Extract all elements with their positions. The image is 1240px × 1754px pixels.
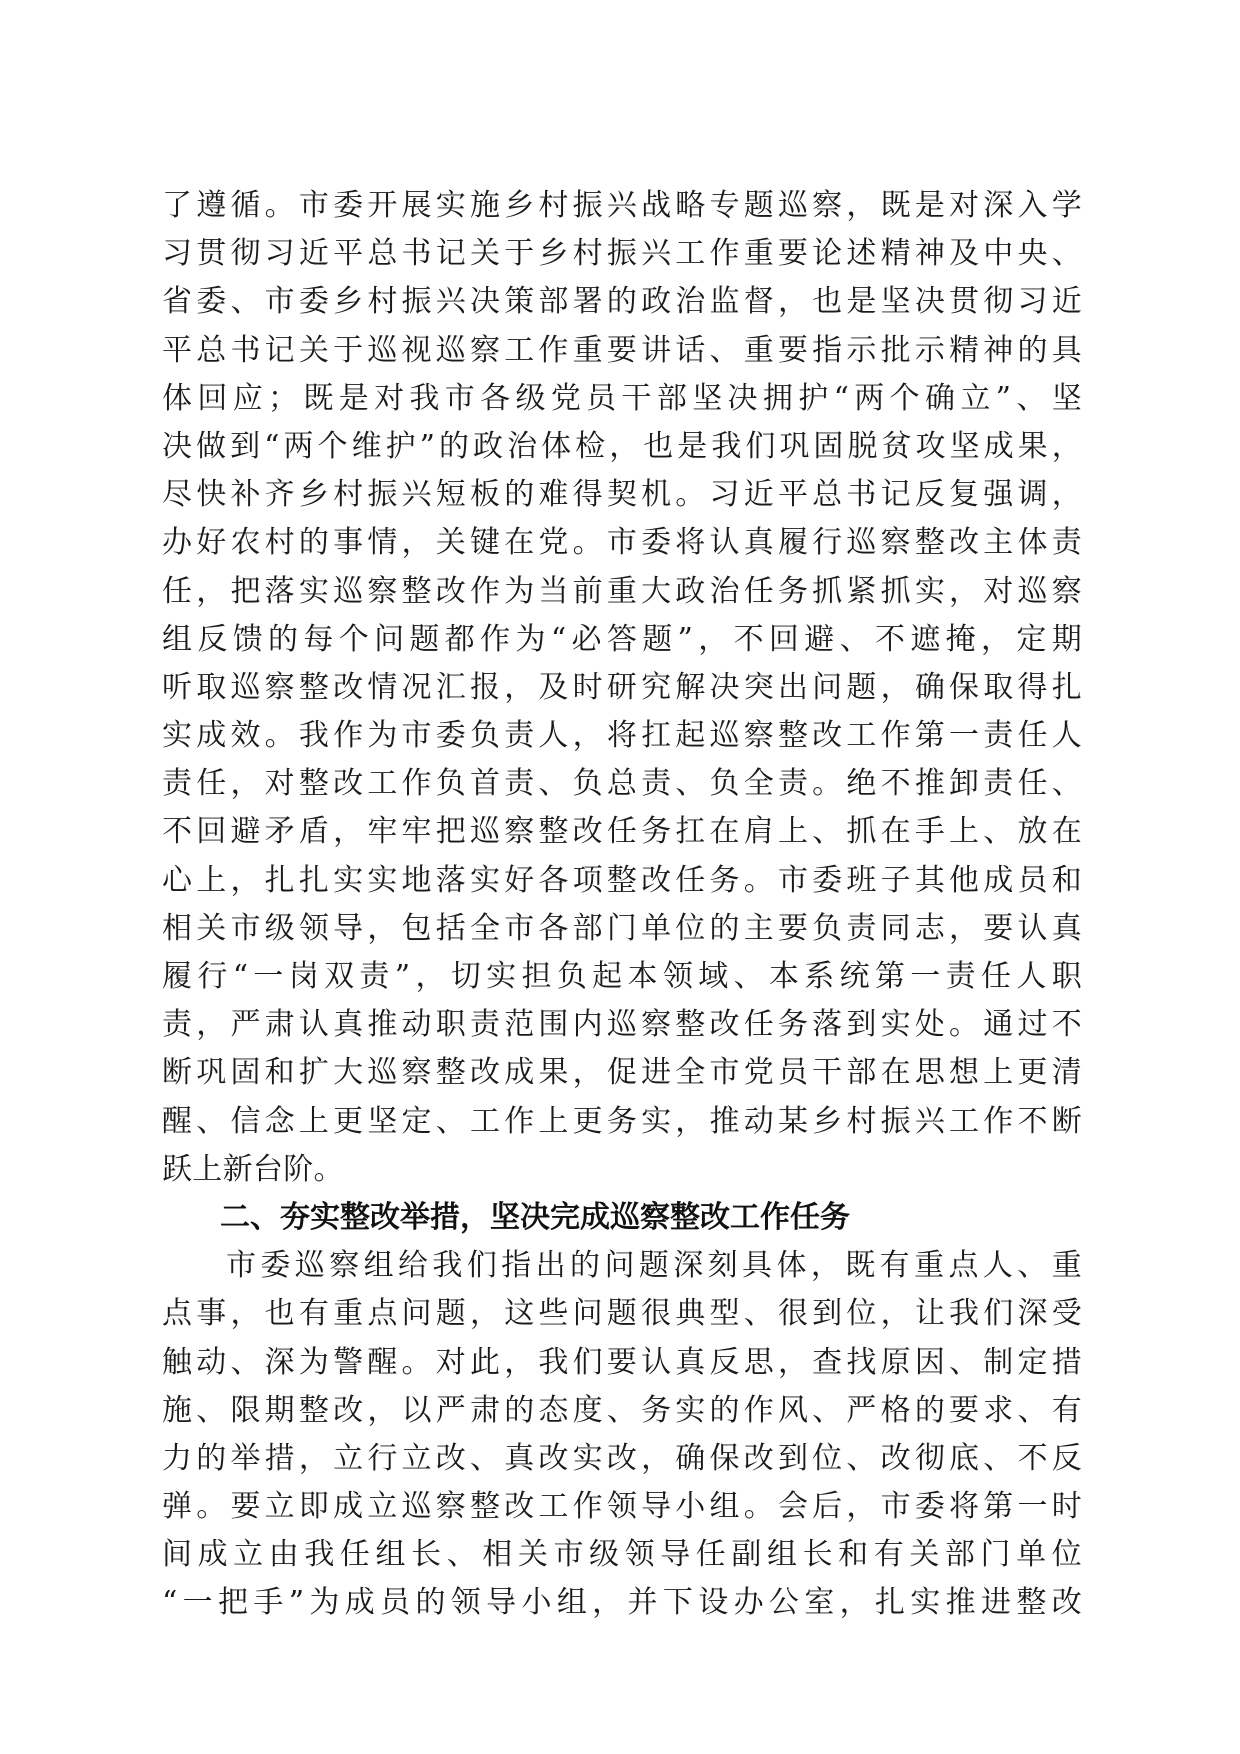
paragraph-1 (162, 182, 1082, 1194)
text-line: 听取巡察整改情况汇报，及时研究解决突出问题，确保取得扎 (162, 669, 1082, 705)
paragraph-2 (162, 1242, 1082, 1628)
text-line: 市委巡察组给我们指出的问题深刻具体，既有重点人、重 (226, 1248, 1082, 1284)
section-heading: 二、夯实整改举措，坚决完成巡察整改工作任务 (220, 1199, 850, 1235)
text-line: 了遵循。市委开展实施乡村振兴战略专题巡察，既是对深入学 (162, 188, 1082, 223)
text-line: 责任，对整改工作负首责、负总责、负全责。绝不推卸责任、 (162, 766, 1082, 802)
text-line: “一把手”为成员的领导小组，并下设办公室，扎实推进整改 (162, 1585, 1082, 1621)
text-line: 实成效。我作为市委负责人，将扛起巡察整改工作第一责任人 (162, 718, 1082, 754)
text-line: 不回避矛盾，牢牢把巡察整改任务扛在肩上、抓在手上、放在 (162, 814, 1082, 850)
text-line: 平总书记关于巡视巡察工作重要讲话、重要指示批示精神的具 (162, 332, 1082, 368)
text-line: 弹。要立即成立巡察整改工作领导小组。会后，市委将第一时 (162, 1489, 1082, 1525)
text-line: 心上，扎扎实实地落实好各项整改任务。市委班子其他成员和 (162, 862, 1082, 898)
text-line: 任，把落实巡察整改作为当前重大政治任务抓紧抓实，对巡察 (162, 573, 1082, 609)
text-line: 尽快补齐乡村振兴短板的难得契机。习近平总书记反复强调， (162, 477, 1082, 513)
text-line: 跃上新台阶。 (162, 1151, 344, 1187)
text-line: 决做到“两个维护”的政治体检，也是我们巩固脱贫攻坚成果， (162, 428, 1082, 464)
text-line: 习贯彻习近平总书记关于乡村振兴工作重要论述精神及中央、 (162, 236, 1082, 272)
text-line: 断巩固和扩大巡察整改成果，促进全市党员干部在思想上更清 (162, 1055, 1082, 1091)
text-line: 点事，也有重点问题，这些问题很典型、很到位，让我们深受 (162, 1296, 1082, 1332)
text-line: 责，严肃认真推动职责范围内巡察整改任务落到实处。通过不 (162, 1007, 1082, 1043)
text-line: 省委、市委乡村振兴决策部署的政治监督，也是坚决贯彻习近 (162, 284, 1082, 320)
text-line: 施、限期整改，以严肃的态度、务实的作风、严格的要求、有 (162, 1392, 1082, 1428)
text-line: 履行“一岗双责”，切实担负起本领域、本系统第一责任人职 (162, 959, 1082, 994)
text-line: 间成立由我任组长、相关市级领导任副组长和有关部门单位 (162, 1537, 1082, 1573)
text-line: 醒、信念上更坚定、工作上更务实，推动某乡村振兴工作不断 (162, 1103, 1082, 1139)
text-line: 办好农村的事情，关键在党。市委将认真履行巡察整改主体责 (162, 525, 1082, 561)
text-line: 力的举措，立行立改、真改实改，确保改到位、改彻底、不反 (162, 1440, 1082, 1476)
text-line: 触动、深为警醒。对此，我们要认真反思，查找原因、制定措 (162, 1344, 1082, 1380)
text-line: 体回应；既是对我市各级党员干部坚决拥护“两个确立”、坚 (162, 380, 1082, 416)
document-body (162, 182, 1082, 1628)
text-line: 组反馈的每个问题都作为“必答题”，不回避、不遮掩，定期 (162, 621, 1082, 657)
text-line: 相关市级领导，包括全市各部门单位的主要负责同志，要认真 (162, 910, 1082, 946)
